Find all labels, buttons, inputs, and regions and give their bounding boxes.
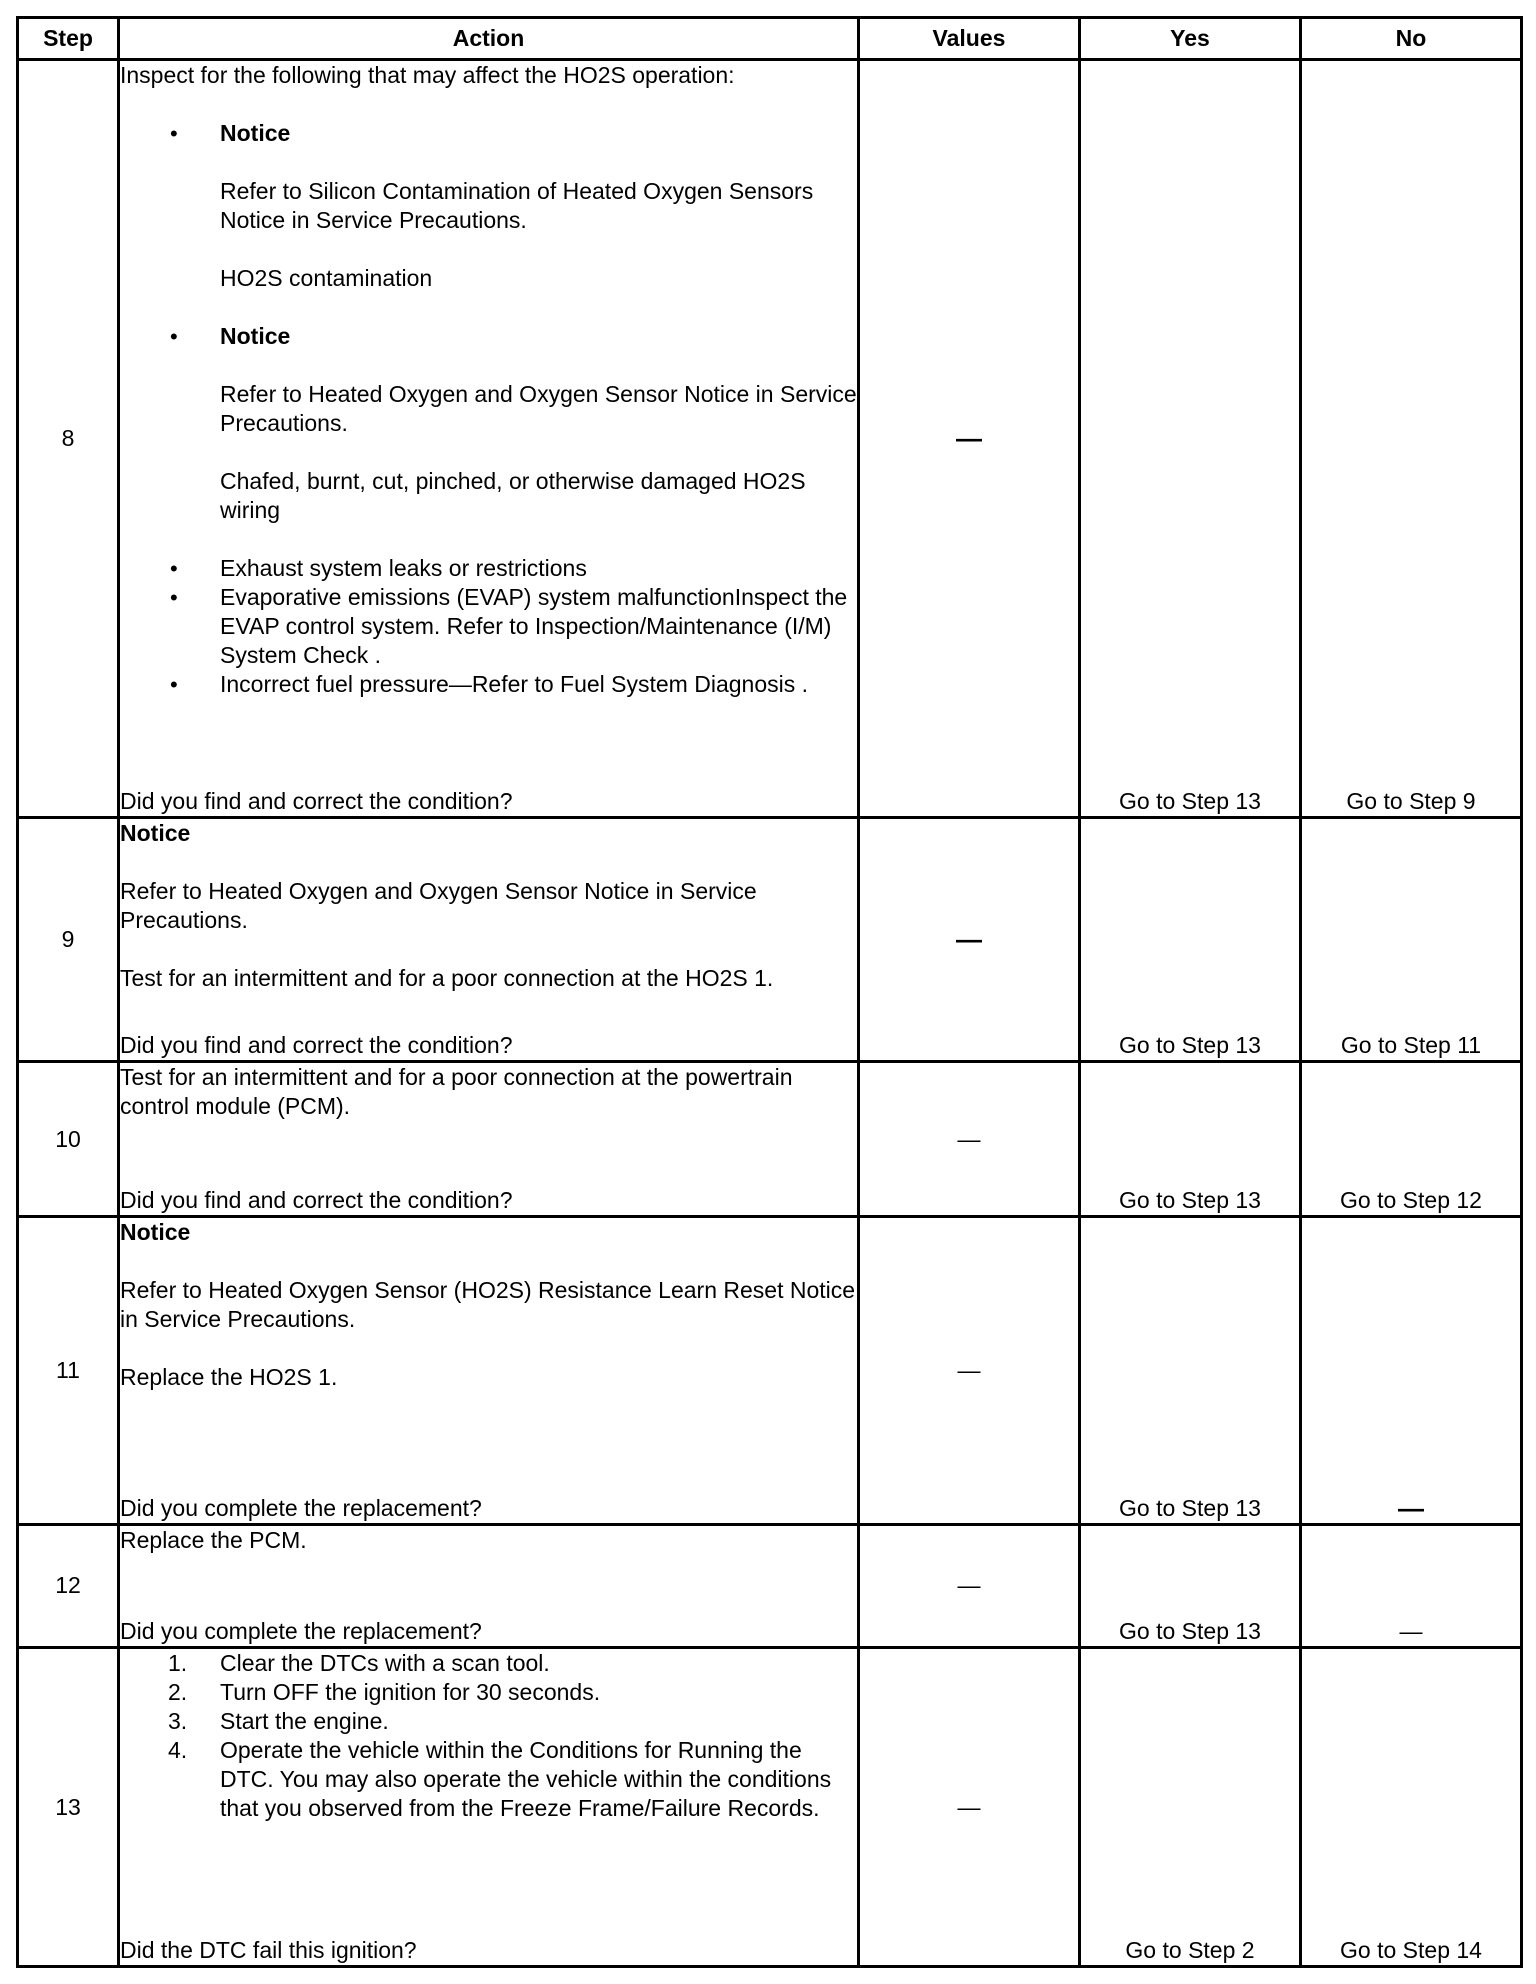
no-cell: Go to Step 11 [1301,817,1522,1061]
header-no: No [1301,18,1522,60]
header-step: Step [18,18,119,60]
list-item-number: 1. [168,1650,188,1676]
table-row-step-9 [18,817,1522,1061]
table-row-step-13 [18,1648,1522,1967]
list-item-text: HO2S contamination [220,265,433,291]
yes-cell: Go to Step 13 [1080,1217,1301,1525]
action-question: Did you find and correct the condition? [120,1187,513,1214]
no-cell: — [1301,1217,1522,1525]
table-row-step-10 [18,1062,1522,1217]
table-row-step-8 [18,60,1522,818]
yes-cell: Go to Step 13 [1080,817,1301,1061]
action-text: Replace the PCM. [120,1526,307,1553]
step-number: 11 [18,1217,119,1525]
notice-text: Refer to Heated Oxygen and Oxygen Sensor Notice in Service Precautions. [120,877,757,933]
action-question: Did you complete the replacement? [120,1618,482,1644]
no-cell: Go to Step 14 [1301,1648,1522,1967]
notice-label: Notice [120,819,191,846]
header-action: Action [119,18,859,60]
list-item [120,1649,857,1678]
yes-cell: Go to Step 2 [1080,1648,1301,1967]
values-cell: — [859,60,1080,818]
action-cell [119,1524,859,1647]
yes-cell: Go to Step 13 [1080,60,1301,818]
values-cell: — [859,1062,1080,1217]
action-question: Did you complete the replacement? [120,1494,482,1521]
step-number: 8 [18,60,119,818]
action-text: Test for an intermittent and for a poor connection at the HO2S 1. [120,964,774,991]
action-question: Did you find and correct the condition? [120,1032,513,1059]
action-cell [119,817,859,1061]
step-number: 10 [18,1062,119,1217]
action-text: Replace the HO2S 1. [120,1364,338,1391]
notice-label: • Notice [220,120,291,146]
step-number: 13 [18,1648,119,1967]
no-cell: Go to Step 9 [1301,60,1522,818]
values-cell: — [859,1648,1080,1967]
action-cell [119,1648,859,1967]
notice-label: • Notice [220,323,291,349]
action-cell [119,1062,859,1217]
values-cell: — [859,817,1080,1061]
action-intro: Inspect for the following that may affect the HO2S operation: [120,62,735,88]
notice-text: Refer to Heated Oxygen Sensor (HO2S) Resistance Learn Reset Notice in Service Precautions. [120,1277,856,1333]
list-item: • Incorrect fuel pressure—Refer to Fuel System Diagnosis . [120,670,857,699]
procedure-list [120,1649,857,1823]
action-question: Did you find and correct the condition? [120,787,513,814]
values-cell: — [859,1217,1080,1525]
step-number: 9 [18,817,119,1061]
table-row-step-12 [18,1524,1522,1647]
no-cell: Go to Step 12 [1301,1062,1522,1217]
yes-cell: Go to Step 13 [1080,1062,1301,1217]
list-item: • Exhaust system leaks or restrictions [120,554,857,583]
notice-text: Refer to Heated Oxygen and Oxygen Sensor Notice in Service Precautions. [220,381,857,436]
action-cell [119,1217,859,1525]
list-item [120,1736,857,1823]
list-item-text: Start the engine. [220,1708,389,1734]
action-cell [119,60,859,818]
list-item-text: Turn OFF the ignition for 30 seconds. [220,1679,601,1705]
diagnostic-table [16,16,1523,1968]
header-yes: Yes [1080,18,1301,60]
table-row-step-11 [18,1217,1522,1525]
header-values: Values [859,18,1080,60]
no-cell: — [1301,1524,1522,1647]
list-item [120,119,857,322]
action-question: Did the DTC fail this ignition? [120,1937,417,1963]
list-item-text: Chafed, burnt, cut, pinched, or otherwise damaged HO2S wiring [220,468,806,523]
list-item-text: Operate the vehicle within the Conditions for Running the DTC. You may also operate the vehicle within the conditions that you observed from the Freeze Frame/Failure Records. [220,1737,832,1821]
list-item [120,1707,857,1736]
step-number: 12 [18,1524,119,1647]
values-cell: — [859,1524,1080,1647]
list-item [120,322,857,554]
action-text: Test for an intermittent and for a poor connection at the powertrain control module (PCM). [120,1064,793,1120]
table-header-row [18,18,1522,60]
notice-text: Refer to Silicon Contamination of Heated Oxygen Sensors Notice in Service Precautions. [220,178,814,233]
list-item-number: 3. [168,1708,188,1734]
list-item: • Evaporative emissions (EVAP) system malfunctionInspect the EVAP control system. Refer to Inspection/Maintenance (I/M) System Check . [120,583,857,670]
list-item-text: Clear the DTCs with a scan tool. [220,1650,550,1676]
notice-label: Notice [120,1219,191,1246]
list-item-number: 4. [168,1737,188,1763]
inspection-list [120,119,857,699]
list-item [120,1678,857,1707]
list-item-number: 2. [168,1679,188,1705]
yes-cell: Go to Step 13 [1080,1524,1301,1647]
